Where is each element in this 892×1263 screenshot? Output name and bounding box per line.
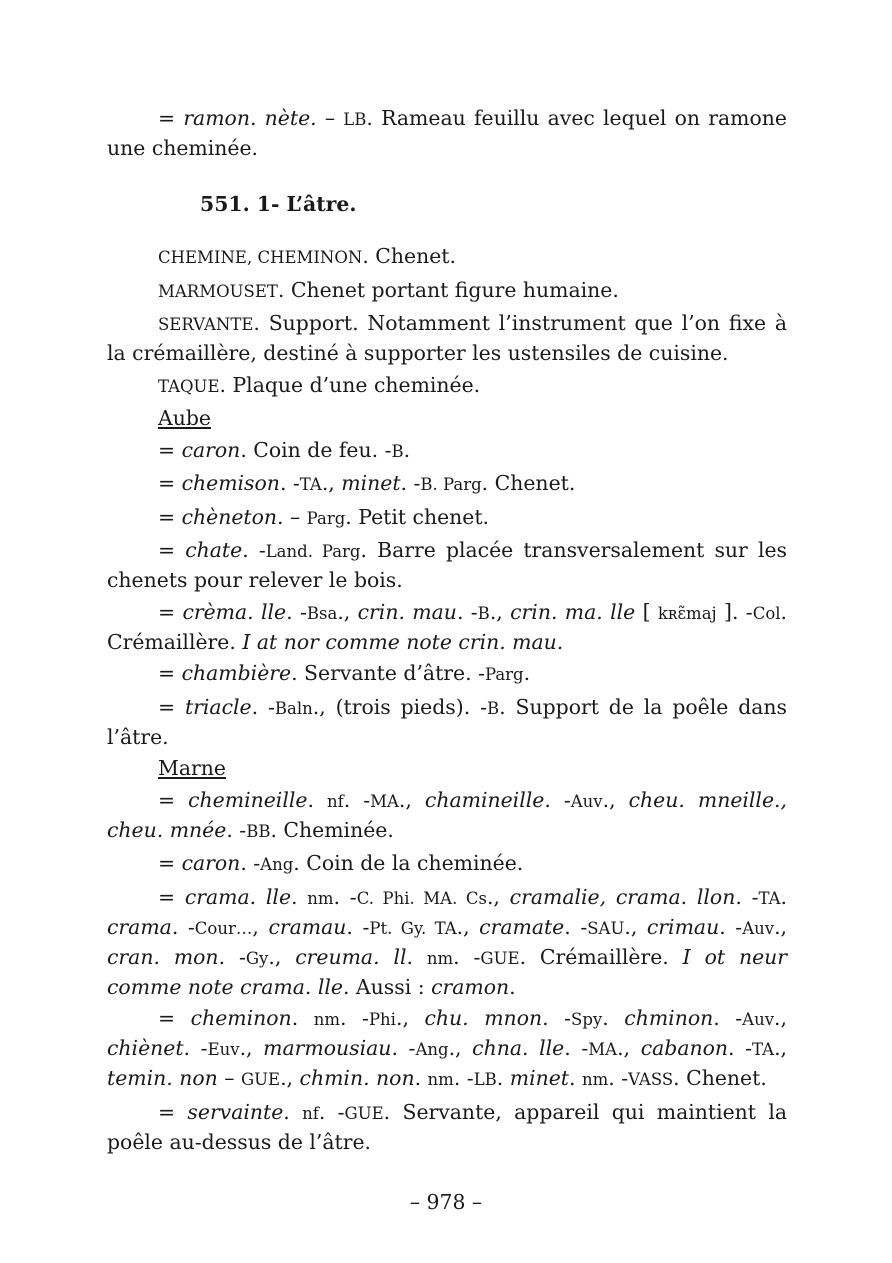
locality-abbrev: Phi — [368, 1010, 396, 1029]
entry-text: . - — [346, 914, 370, 939]
dialect-word: caron — [181, 437, 241, 462]
entry-text: . - — [183, 1036, 208, 1060]
dialect-word: chu. mnon — [424, 1006, 543, 1030]
entry-text: . - — [333, 884, 357, 909]
dialect-word: servainte — [187, 1099, 284, 1124]
dialect-word: cabanon — [640, 1036, 729, 1060]
entry-text — [409, 1006, 425, 1030]
dialect-word: cran. mon — [107, 944, 219, 969]
entry-text: = — [158, 1099, 188, 1124]
entry-text — [350, 600, 357, 624]
entry-text: . - — [391, 1036, 416, 1060]
entry-text: = — [158, 851, 182, 875]
locality-abbrev: TA — [752, 1040, 775, 1059]
locality-abbrev: Parg — [484, 665, 524, 684]
locality-abbrev: MA — [370, 791, 399, 811]
entry-text: ., — [486, 884, 500, 909]
entry-text: ., — [774, 914, 788, 939]
entry-text — [281, 945, 295, 969]
entry-text: ]. - — [716, 599, 753, 624]
entry-text: . - — [564, 914, 588, 939]
entry-text: . - — [318, 1099, 345, 1124]
entry-text: ., — [617, 1036, 631, 1060]
entry-text: . - — [453, 1066, 474, 1090]
entry-text: . Aussi : — [342, 974, 432, 999]
dictionary-entry — [107, 309, 787, 367]
entry-text: . — [403, 437, 411, 462]
entry-text: . - — [240, 851, 261, 875]
locality-abbrev: kʀɛ̃maj — [657, 603, 717, 623]
entry-text: = — [158, 471, 182, 495]
entry-text: . — [283, 1099, 303, 1124]
locality-abbrev: VASS — [628, 1070, 674, 1089]
locality-abbrev: Ang — [260, 855, 294, 874]
dictionary-entry — [107, 469, 787, 499]
dialect-word: chemineille — [188, 787, 308, 812]
entry-text: . Crémaillère. — [107, 599, 788, 654]
locality-abbrev: Pt. Gy. TA — [369, 918, 457, 938]
locality-abbrev: B — [486, 698, 500, 718]
locality-abbrev: SAU — [587, 918, 625, 938]
dictionary-entry — [107, 503, 787, 533]
dialect-word: chminon — [624, 1006, 714, 1030]
entry-text: . - — [453, 944, 481, 969]
locality-abbrev: MARMOUSET — [158, 281, 278, 301]
entry-text: ., — [624, 914, 647, 939]
locality-abbrev: nm — [307, 888, 334, 908]
locality-abbrev: nm — [426, 948, 454, 968]
region-name: Aube — [158, 406, 211, 430]
entry-text: . - — [286, 599, 307, 624]
entry-text: . Servante d’âtre. - — [291, 661, 485, 685]
entry-text: . - — [400, 471, 421, 495]
entry-text: = — [158, 504, 182, 529]
locality-abbrev: GUE — [480, 948, 520, 968]
dictionary-entry — [107, 659, 787, 689]
dictionary-entry — [107, 1098, 787, 1156]
entry-text — [500, 885, 510, 909]
dialect-word: I at nor comme note crin. mau. — [242, 629, 564, 654]
entry-text: . — [509, 974, 516, 999]
entry-text: . — [291, 884, 308, 909]
entry-text: ., — [337, 599, 351, 624]
entry-text: ., — [774, 1036, 788, 1060]
dictionary-entry — [107, 536, 787, 594]
entry-text: ., — [280, 1066, 294, 1090]
entry-text: = — [158, 599, 183, 624]
entry-text: . — [406, 944, 427, 969]
entry-text: . — [523, 661, 531, 685]
entry-text: . - — [542, 1006, 572, 1030]
entry-text: ., — [489, 599, 503, 624]
entry-text: . — [291, 1006, 314, 1030]
entry-text: . Barre placée transversalement sur les chenets pour relever le bois. — [107, 538, 787, 592]
entry-text: . - — [242, 538, 266, 562]
entry-text: . - — [171, 914, 195, 939]
locality-abbrev: Euv — [207, 1040, 240, 1059]
dialect-word: chna. lle — [472, 1036, 565, 1060]
entry-text: ., — [456, 914, 480, 939]
locality-abbrev: GUE — [240, 1070, 281, 1089]
entry-text: . Chenet portant figure humaine. — [277, 277, 619, 302]
dialect-word: cheu. mneille., cheu. mnée — [107, 787, 787, 842]
locality-abbrev: GUE — [344, 1103, 384, 1123]
dialect-word: chemison — [181, 471, 280, 495]
page-number: – 978 – — [409, 1190, 483, 1214]
entry-text: . — [414, 1066, 428, 1090]
dialect-word: temin. non — [107, 1066, 218, 1090]
entry-text: ., — [268, 944, 282, 969]
locality-abbrev: Col — [752, 603, 781, 623]
entry-text: = — [158, 538, 186, 562]
locality-abbrev: Land. Parg — [265, 542, 361, 561]
locality-abbrev: Baln — [274, 698, 313, 718]
locality-abbrev: B. Parg — [420, 475, 482, 494]
region-heading — [107, 754, 787, 782]
dictionary-entry — [107, 598, 787, 656]
dialect-word: marmousiau — [263, 1036, 392, 1060]
entry-text: ., — [398, 787, 412, 812]
dialect-word: caron — [181, 851, 241, 875]
entry-text: (trois pieds). - — [325, 694, 487, 719]
entry-text: . - — [719, 914, 743, 939]
entry-text: = — [158, 884, 185, 909]
region-heading — [107, 404, 787, 432]
entry-text: ., — [395, 1006, 409, 1030]
locality-abbrev: TAQUE — [158, 376, 220, 396]
dictionary-entry — [107, 849, 787, 879]
entry-text: . Servante, appareil qui maintient la poêle au-dessus de l’âtre. — [107, 1099, 788, 1154]
entry-text: . Petit chenet. — [345, 504, 490, 529]
entry-text: . - — [218, 944, 246, 969]
dictionary-entry — [107, 693, 787, 751]
entry-text: ., — [321, 471, 335, 495]
entry-text — [630, 1036, 641, 1060]
entry-text — [412, 788, 425, 812]
entry-text: . Crémaillère. — [519, 944, 683, 969]
entry-text: . Support de la poêle dans l’âtre. — [107, 694, 787, 749]
entry-text: ., — [448, 1036, 462, 1060]
locality-abbrev: SERVANTE — [158, 315, 254, 334]
dialect-word: chmin. non — [299, 1066, 415, 1090]
dialect-word: ramon. nète. — [183, 106, 317, 130]
entry-text: . - — [340, 1006, 369, 1030]
entry-text: . Chenet. — [481, 471, 576, 495]
entry-text — [616, 788, 629, 812]
dialect-word: minet — [341, 471, 401, 495]
dictionary-entry — [107, 371, 787, 401]
entry-text: . Coin de la cheminée. — [293, 851, 524, 875]
entry-text: . Chenet. — [673, 1066, 767, 1090]
entry-text: . - — [226, 817, 247, 842]
locality-abbrev: BB — [246, 821, 271, 841]
dialect-word: chambière — [181, 661, 292, 685]
locality-abbrev: B — [477, 603, 490, 623]
entry-text: – — [217, 1066, 241, 1090]
dictionary-page-body — [107, 104, 787, 1156]
entry-text: . - — [728, 1036, 753, 1060]
entry-text: = — [158, 437, 182, 462]
entry-text: . – — [277, 504, 307, 529]
entry-text: 551. 1- L’âtre. — [200, 192, 357, 216]
locality-abbrev: Bsa — [306, 603, 338, 623]
locality-abbrev: Auv — [570, 791, 603, 811]
entry-text: ., — [602, 787, 616, 812]
dictionary-entry — [107, 276, 787, 306]
entry-text: . Support. Notamment l’instrument que l’on fixe à la crémaillère, destiné à supporter les ustensiles de cuisine. — [107, 311, 787, 365]
entry-text: [ — [635, 599, 658, 624]
entry-text: . - — [735, 884, 759, 909]
entry-text: . — [307, 787, 327, 812]
entry-text: . — [780, 884, 788, 909]
entry-text — [462, 1036, 473, 1060]
dictionary-entry — [107, 1004, 787, 1094]
dialect-word: cramau — [268, 914, 347, 939]
entry-text: . — [602, 1006, 625, 1030]
locality-abbrev: B — [391, 441, 404, 461]
entry-text: = — [158, 694, 185, 719]
locality-abbrev: C. Phi. MA. Cs — [356, 888, 487, 908]
entry-text: = — [158, 787, 189, 812]
dialect-word: minet — [509, 1066, 570, 1090]
entry-text: . - — [343, 787, 371, 812]
locality-abbrev: Parg — [306, 508, 346, 528]
locality-abbrev: TA — [299, 475, 322, 494]
entry-text: = — [158, 1006, 191, 1030]
locality-abbrev: nm — [581, 1070, 609, 1089]
entry-text: . Chenet. — [362, 244, 456, 268]
locality-abbrev: CHEMINE, CHEMINON — [158, 248, 363, 267]
dialect-word: chèneton — [181, 504, 277, 529]
locality-abbrev: nf — [326, 791, 344, 811]
entry-text: . — [496, 1066, 510, 1090]
dialect-word: cheminon — [190, 1006, 292, 1030]
dialect-word: chamineille — [424, 787, 545, 812]
dialect-word: I ot neur comme note crama. lle — [107, 944, 788, 999]
dialect-word: cramate — [479, 914, 565, 939]
entry-text: . Coin de feu. - — [240, 437, 392, 462]
dialect-word: chate — [185, 538, 243, 562]
entry-text: . - — [564, 1036, 589, 1060]
entry-text — [259, 915, 269, 939]
entry-text: – — [316, 106, 344, 130]
entry-text: . - — [251, 694, 275, 719]
entry-text: . - — [713, 1006, 743, 1030]
entry-text: = — [158, 106, 184, 130]
entry-text: ., — [312, 694, 326, 719]
dialect-word: crin. mau — [357, 599, 457, 624]
entry-text: . — [569, 1066, 582, 1090]
entry-text: = — [158, 661, 182, 685]
dialect-word: triacle — [184, 694, 252, 719]
entry-text: . Plaque d’une cheminée. — [219, 372, 481, 397]
dictionary-entry — [107, 883, 787, 1001]
dictionary-entry — [107, 436, 787, 466]
dialect-word: cramalie, crama. llon — [509, 884, 736, 909]
dialect-word: crin. ma. lle — [510, 599, 636, 624]
locality-abbrev: nm — [427, 1070, 454, 1089]
locality-abbrev: MA — [588, 1040, 618, 1059]
dialect-word: crama — [107, 914, 172, 939]
locality-abbrev: LB — [473, 1070, 497, 1089]
region-name: Marne — [158, 756, 226, 780]
locality-abbrev: nf — [302, 1103, 319, 1123]
entry-text: ., — [239, 1036, 253, 1060]
locality-abbrev: nm — [313, 1010, 341, 1029]
dialect-word: creuma. ll — [295, 944, 407, 969]
dictionary-entry — [107, 104, 787, 162]
dialect-word: crama. lle — [184, 884, 292, 909]
entry-text: . - — [279, 471, 300, 495]
locality-abbrev: Auv — [742, 1010, 775, 1029]
locality-abbrev: Auv — [742, 918, 775, 938]
section-heading — [107, 190, 787, 218]
locality-abbrev: Cour… — [194, 918, 253, 938]
entry-text: , — [252, 914, 259, 939]
locality-abbrev: Gy — [245, 948, 269, 968]
dialect-word: crèma. lle — [182, 599, 287, 624]
entry-text: . Cheminée. — [270, 817, 394, 842]
locality-abbrev: LB — [343, 110, 367, 129]
entry-text: . - — [608, 1066, 629, 1090]
entry-text: . - — [544, 787, 571, 812]
entry-text: . - — [456, 599, 478, 624]
dictionary-entry — [107, 242, 787, 272]
dialect-word: chiènet — [107, 1036, 184, 1060]
locality-abbrev: Spy — [571, 1010, 603, 1029]
dialect-word: crimau — [646, 914, 720, 939]
dictionary-entry — [107, 786, 787, 846]
entry-text — [253, 1036, 264, 1060]
dialect-word: cramon — [431, 974, 510, 999]
entry-text: ., — [774, 1006, 788, 1030]
entry-text: . Rameau feuillu avec lequel on ramone une cheminée. — [107, 106, 787, 160]
locality-abbrev: TA — [758, 888, 781, 908]
locality-abbrev: Ang — [415, 1040, 449, 1059]
